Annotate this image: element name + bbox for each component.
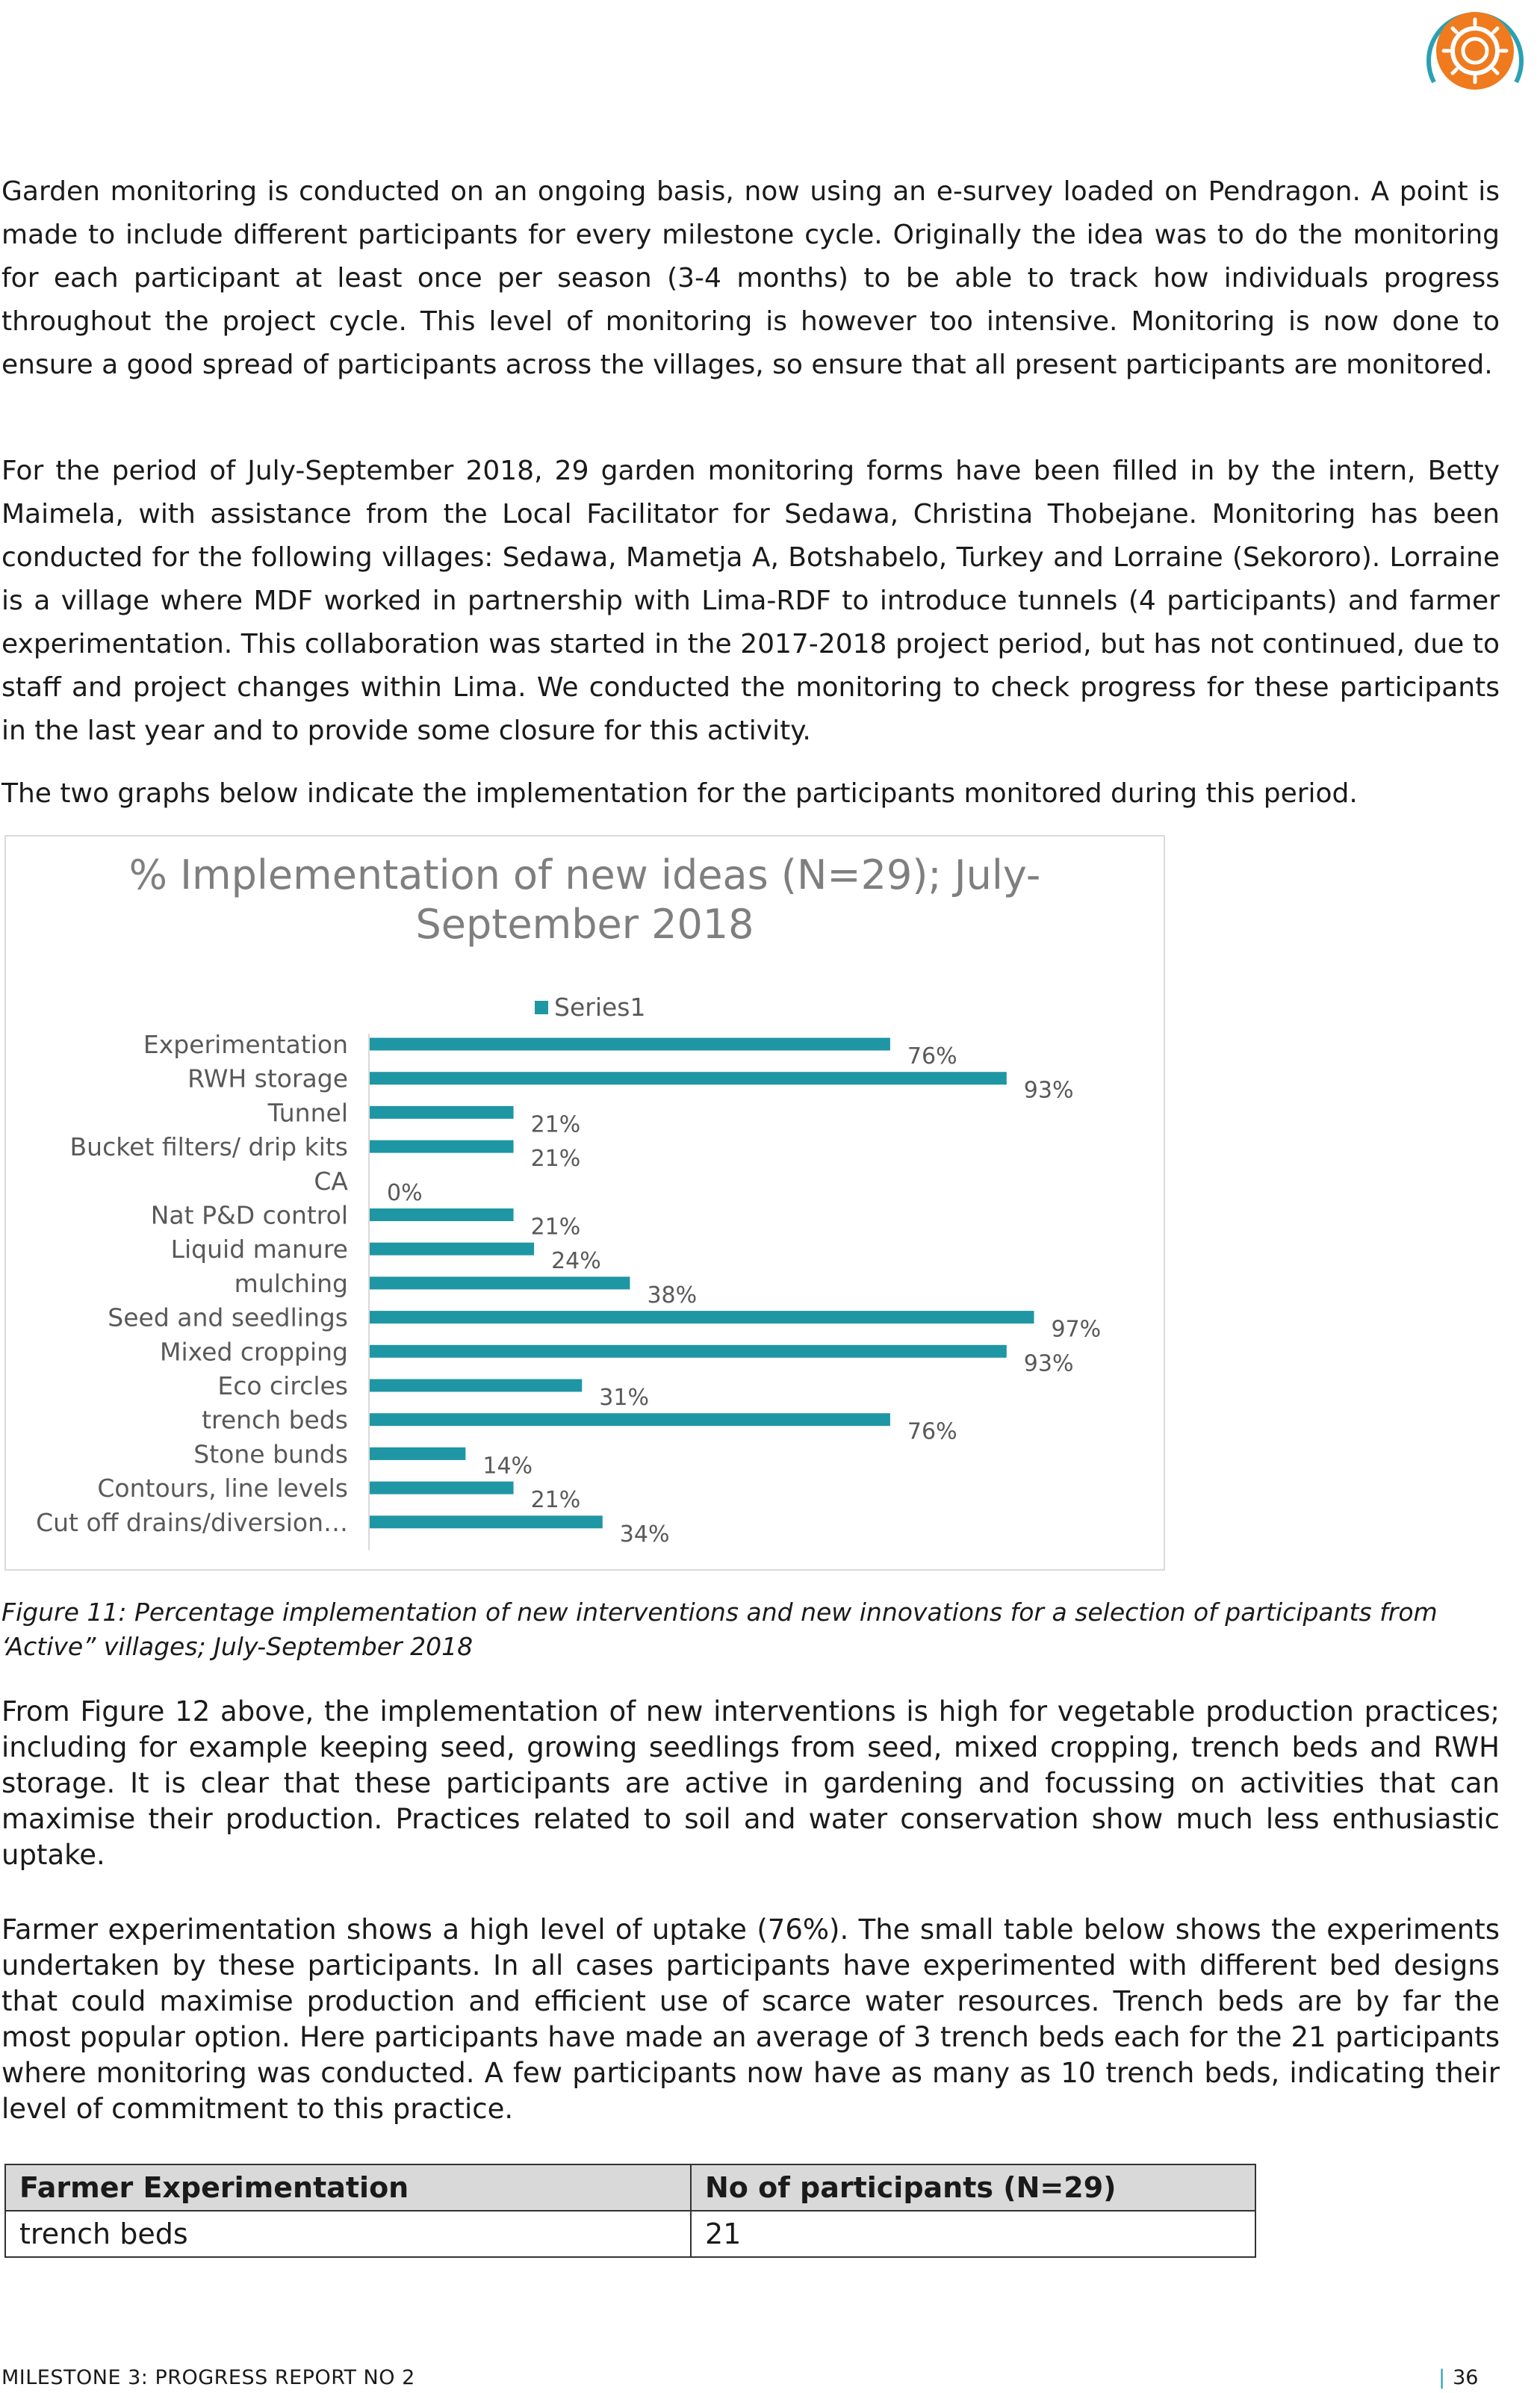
- footer-title: MILESTONE 3: PROGRESS REPORT NO 2: [1, 2366, 415, 2389]
- data-label: 31%: [599, 1385, 649, 1411]
- footer-separator: |: [1438, 2366, 1446, 2389]
- data-label: 0%: [387, 1179, 423, 1206]
- data-label: 21%: [530, 1214, 581, 1241]
- category-label: Liquid manure: [170, 1235, 348, 1264]
- bar: [370, 1140, 514, 1153]
- category-label: Nat P&D control: [150, 1200, 348, 1230]
- chart-title-line: September 2018: [415, 901, 754, 948]
- bar-chart: [6, 837, 1164, 1569]
- bar: [370, 1038, 890, 1051]
- category-label: Mixed cropping: [160, 1337, 348, 1367]
- bar: [370, 1208, 514, 1221]
- data-label: 93%: [1023, 1077, 1074, 1104]
- category-label: Stone bunds: [193, 1439, 348, 1469]
- category-label: Experimentation: [143, 1030, 348, 1059]
- table-cell: 21: [691, 2211, 1255, 2257]
- bar: [370, 1106, 514, 1119]
- data-label: 21%: [530, 1111, 581, 1138]
- bar: [370, 1447, 465, 1460]
- table-header-cell: No of participants (N=29): [691, 2164, 1255, 2211]
- bar: [370, 1379, 582, 1392]
- category-label: CA: [314, 1166, 348, 1196]
- data-label: 21%: [530, 1487, 581, 1514]
- paragraph-monitoring: Garden monitoring is conducted on an ongoing basis, now using an e-survey loaded on Pendragon. A point is made to include different participants for every milestone cycle. Originally the idea was to do the monitoring for each participant at least once per season (3-4 months) to be able to track how individuals progress throughout the project cycle. This level of monitoring is however too intensive. Monitoring is now done to ensure a good spread of participants across the villages, so ensure that all present participants are monitored.: [1, 176, 1500, 380]
- page-number: 36: [1453, 2366, 1479, 2389]
- category-label: Eco circles: [217, 1371, 348, 1400]
- bar: [370, 1243, 534, 1256]
- data-label: 34%: [619, 1521, 670, 1548]
- data-label: 21%: [530, 1146, 581, 1173]
- sun-logo-icon: [1419, 0, 1531, 112]
- category-label: Bucket filters/ drip kits: [69, 1132, 348, 1162]
- data-label: 38%: [647, 1282, 698, 1309]
- footer-page: [1438, 2366, 1478, 2389]
- data-label: 76%: [907, 1418, 957, 1445]
- legend-swatch: [535, 1001, 548, 1014]
- figure-caption: Figure 11: Percentage implementation of new interventions and new innovations for a selection of participants from ‘Active” villages; July-September 2018: [1, 1598, 1438, 1661]
- chart-title-line: % Implementation of new ideas (N=29); July-: [128, 851, 1041, 898]
- category-label: Contours, line levels: [97, 1474, 348, 1503]
- bar: [370, 1345, 1007, 1358]
- table-header-cell: Farmer Experimentation: [5, 2164, 691, 2211]
- table-header-row: [5, 2164, 1255, 2211]
- paragraph-figure-discussion: From Figure 12 above, the implementation of new interventions is high for vegetable production practices; including for example keeping seed, growing seedlings from seed, mixed cropping, trench beds and RWH storage. It is clear that these participants are active in gardening and focussing on activities that can maximise their production. Practices related to soil and water conservation show much less enthusiastic uptake.: [1, 1695, 1500, 1871]
- category-label: RWH storage: [187, 1064, 348, 1093]
- data-label: 97%: [1051, 1316, 1102, 1343]
- paragraph-graphs-intro: The two graphs below indicate the implementation for the participants monitored during this period.: [1, 778, 1358, 809]
- legend-label: Series1: [554, 993, 646, 1022]
- table-row: [5, 2211, 1255, 2257]
- bar: [370, 1413, 890, 1426]
- bar: [370, 1072, 1007, 1084]
- category-label: Tunnel: [267, 1098, 348, 1128]
- category-label: mulching: [234, 1268, 348, 1298]
- bar: [370, 1276, 630, 1289]
- data-label: 76%: [907, 1043, 957, 1070]
- bar: [370, 1311, 1034, 1323]
- paragraph-experimentation: Farmer experimentation shows a high level of uptake (76%). The small table below shows the experiments undertaken by these participants. In all cases participants have experimented with different bed designs that could maximise production and efficient use of scarce water resources. Trench beds are by far the most popular option. Here participants have made an average of 3 trench beds each for the 21 participants where monitoring was conducted. A few participants now have as many as 10 trench beds, indicating their level of commitment to this practice.: [1, 1914, 1500, 2125]
- implementation-chart: [4, 835, 1165, 1571]
- bar: [370, 1482, 514, 1495]
- data-label: 24%: [551, 1248, 601, 1275]
- category-label: Cut off drains/diversion…: [36, 1507, 348, 1537]
- table-cell: trench beds: [5, 2211, 691, 2257]
- data-label: 14%: [482, 1453, 533, 1480]
- data-label: 93%: [1023, 1350, 1074, 1377]
- bar: [370, 1515, 603, 1528]
- experimentation-table: [4, 2164, 1256, 2258]
- paragraph-period: For the period of July-September 2018, 29 garden monitoring forms have been filled in by the intern, Betty Maimela, with assistance from the Local Facilitator for Sedawa, Christina Thobejane. Monitoring has been conducted for the following villages: Sedawa, Mametja A, Botshabelo, Turkey and Lorraine (Sekororo). Lorraine is a village where MDF worked in partnership with Lima-RDF to introduce tunnels (4 participants) and farmer experimentation. This collaboration was started in the 2017-2018 project period, but has not continued, due to staff and project changes within Lima. We conducted the monitoring to check progress for these participants in the last year and to provide some closure for this activity.: [1, 456, 1500, 746]
- category-label: trench beds: [202, 1405, 348, 1435]
- category-label: Seed and seedlings: [108, 1303, 348, 1332]
